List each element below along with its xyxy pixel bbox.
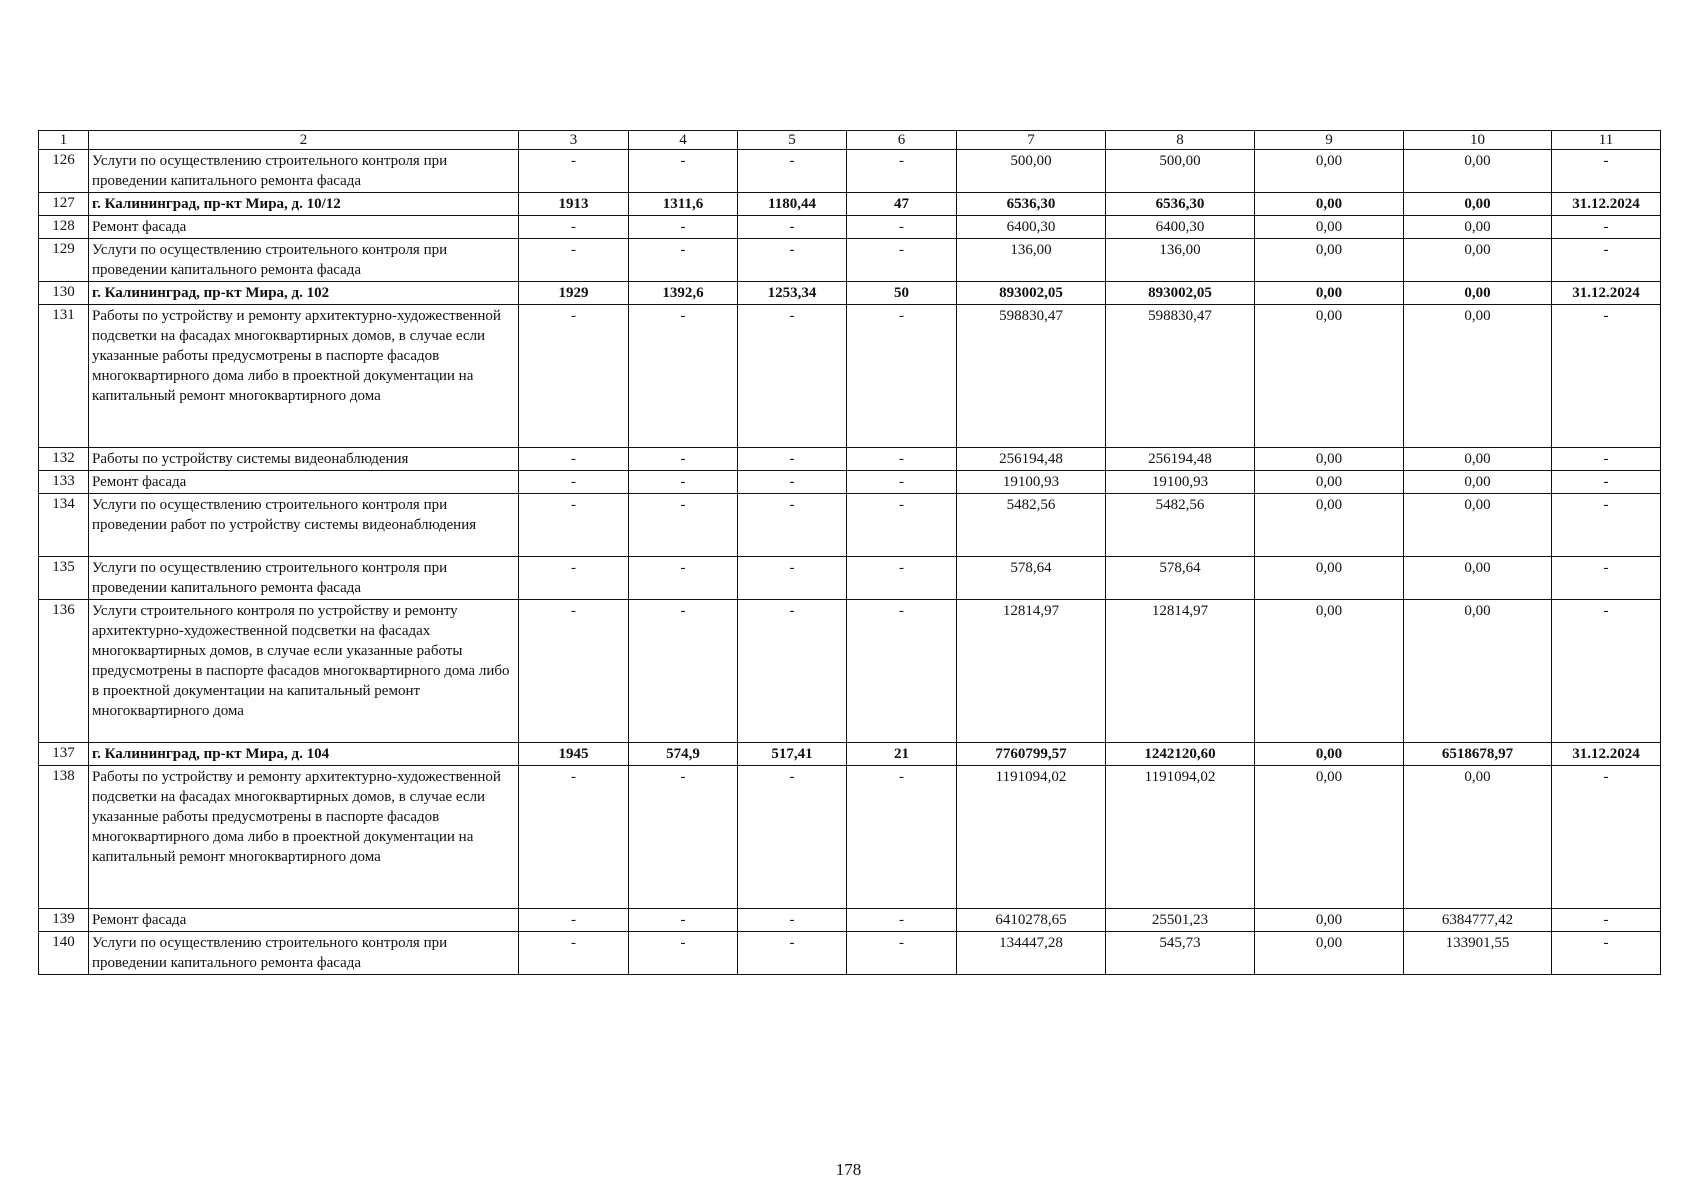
cost-fund-cell: 25501,23 <box>1106 909 1255 932</box>
row-number-cell: 135 <box>39 557 89 600</box>
year-cell: 1913 <box>519 193 629 216</box>
residents-cell: - <box>847 239 957 282</box>
address-row <box>39 282 1661 305</box>
work-name-cell: г. Калининград, пр-кт Мира, д. 10/12 <box>89 193 519 216</box>
row-number-cell: 140 <box>39 932 89 975</box>
cost-owners-cell: 0,00 <box>1404 282 1552 305</box>
cost-total-cell: 6410278,65 <box>957 909 1106 932</box>
cost-fund-cell: 6536,30 <box>1106 193 1255 216</box>
row-number-cell: 137 <box>39 743 89 766</box>
year-cell: - <box>519 766 629 909</box>
deadline-cell: - <box>1552 909 1661 932</box>
cost-budget-cell: 0,00 <box>1255 150 1404 193</box>
cost-budget-cell: 0,00 <box>1255 600 1404 743</box>
year-cell: - <box>519 557 629 600</box>
area-total-cell: - <box>629 448 738 471</box>
cost-budget-cell: 0,00 <box>1255 471 1404 494</box>
cost-fund-cell: 1191094,02 <box>1106 766 1255 909</box>
cost-owners-cell: 0,00 <box>1404 600 1552 743</box>
cost-budget-cell: 0,00 <box>1255 216 1404 239</box>
residents-cell: 21 <box>847 743 957 766</box>
residents-cell: 50 <box>847 282 957 305</box>
row-number-cell: 128 <box>39 216 89 239</box>
year-cell: - <box>519 471 629 494</box>
cost-owners-cell: 0,00 <box>1404 239 1552 282</box>
cost-total-cell: 1191094,02 <box>957 766 1106 909</box>
cost-budget-cell: 0,00 <box>1255 932 1404 975</box>
cost-fund-cell: 893002,05 <box>1106 282 1255 305</box>
year-cell: - <box>519 448 629 471</box>
area-total-cell: - <box>629 305 738 448</box>
column-header-2: 2 <box>89 131 519 150</box>
cost-budget-cell: 0,00 <box>1255 909 1404 932</box>
deadline-cell: - <box>1552 150 1661 193</box>
cost-budget-cell: 0,00 <box>1255 193 1404 216</box>
area-living-cell: - <box>738 471 847 494</box>
cost-fund-cell: 6400,30 <box>1106 216 1255 239</box>
work-row <box>39 471 1661 494</box>
area-living-cell: - <box>738 494 847 557</box>
cost-budget-cell: 0,00 <box>1255 239 1404 282</box>
cost-fund-cell: 136,00 <box>1106 239 1255 282</box>
cost-total-cell: 134447,28 <box>957 932 1106 975</box>
area-living-cell: - <box>738 557 847 600</box>
row-number-cell: 131 <box>39 305 89 448</box>
cost-owners-cell: 0,00 <box>1404 216 1552 239</box>
residents-cell: - <box>847 471 957 494</box>
cost-total-cell: 598830,47 <box>957 305 1106 448</box>
deadline-cell: 31.12.2024 <box>1552 282 1661 305</box>
work-row <box>39 448 1661 471</box>
cost-owners-cell: 0,00 <box>1404 471 1552 494</box>
row-number-cell: 126 <box>39 150 89 193</box>
deadline-cell: - <box>1552 557 1661 600</box>
residents-cell: 47 <box>847 193 957 216</box>
cost-total-cell: 19100,93 <box>957 471 1106 494</box>
cost-budget-cell: 0,00 <box>1255 305 1404 448</box>
cost-owners-cell: 0,00 <box>1404 305 1552 448</box>
work-row <box>39 239 1661 282</box>
row-number-cell: 129 <box>39 239 89 282</box>
year-cell: 1929 <box>519 282 629 305</box>
deadline-cell: 31.12.2024 <box>1552 743 1661 766</box>
area-total-cell: - <box>629 239 738 282</box>
works-table <box>38 130 1661 975</box>
cost-owners-cell: 0,00 <box>1404 557 1552 600</box>
row-number-cell: 134 <box>39 494 89 557</box>
row-number-cell: 133 <box>39 471 89 494</box>
column-header-10: 10 <box>1404 131 1552 150</box>
area-living-cell: 1253,34 <box>738 282 847 305</box>
deadline-cell: - <box>1552 239 1661 282</box>
year-cell: - <box>519 150 629 193</box>
work-row <box>39 216 1661 239</box>
area-total-cell: 1392,6 <box>629 282 738 305</box>
area-living-cell: - <box>738 239 847 282</box>
cost-total-cell: 6536,30 <box>957 193 1106 216</box>
row-number-cell: 138 <box>39 766 89 909</box>
cost-total-cell: 500,00 <box>957 150 1106 193</box>
work-name-cell: Услуги по осуществлению строительного контроля при проведении капитального ремонта фасада <box>89 239 519 282</box>
cost-budget-cell: 0,00 <box>1255 766 1404 909</box>
deadline-cell: - <box>1552 494 1661 557</box>
work-name-cell: Работы по устройству и ремонту архитектурно-художественной подсветки на фасадах многоквартирных домов, в случае если указанные работы предусмотрены в паспорте фасадов многоквартирного дома либо в проектной документации на капитальный ремонт многоквартирного дома <box>89 305 519 448</box>
residents-cell: - <box>847 909 957 932</box>
area-total-cell: - <box>629 557 738 600</box>
cost-total-cell: 12814,97 <box>957 600 1106 743</box>
cost-owners-cell: 133901,55 <box>1404 932 1552 975</box>
residents-cell: - <box>847 305 957 448</box>
cost-owners-cell: 6384777,42 <box>1404 909 1552 932</box>
work-row <box>39 305 1661 448</box>
cost-fund-cell: 545,73 <box>1106 932 1255 975</box>
cost-fund-cell: 19100,93 <box>1106 471 1255 494</box>
deadline-cell: - <box>1552 471 1661 494</box>
area-total-cell: - <box>629 471 738 494</box>
cost-budget-cell: 0,00 <box>1255 282 1404 305</box>
year-cell: - <box>519 909 629 932</box>
residents-cell: - <box>847 448 957 471</box>
work-name-cell: Ремонт фасада <box>89 216 519 239</box>
area-total-cell: - <box>629 909 738 932</box>
area-total-cell: 574,9 <box>629 743 738 766</box>
residents-cell: - <box>847 600 957 743</box>
work-row <box>39 150 1661 193</box>
area-living-cell: - <box>738 305 847 448</box>
cost-fund-cell: 5482,56 <box>1106 494 1255 557</box>
cost-fund-cell: 256194,48 <box>1106 448 1255 471</box>
cost-total-cell: 578,64 <box>957 557 1106 600</box>
cost-budget-cell: 0,00 <box>1255 494 1404 557</box>
deadline-cell: - <box>1552 600 1661 743</box>
deadline-cell: - <box>1552 766 1661 909</box>
residents-cell: - <box>847 216 957 239</box>
address-row <box>39 743 1661 766</box>
area-total-cell: - <box>629 216 738 239</box>
cost-owners-cell: 0,00 <box>1404 448 1552 471</box>
cost-total-cell: 7760799,57 <box>957 743 1106 766</box>
deadline-cell: - <box>1552 932 1661 975</box>
year-cell: 1945 <box>519 743 629 766</box>
area-living-cell: 1180,44 <box>738 193 847 216</box>
area-total-cell: - <box>629 600 738 743</box>
cost-fund-cell: 12814,97 <box>1106 600 1255 743</box>
cost-owners-cell: 0,00 <box>1404 494 1552 557</box>
area-total-cell: - <box>629 932 738 975</box>
work-name-cell: Услуги по осуществлению строительного контроля при проведении капитального ремонта фасада <box>89 557 519 600</box>
deadline-cell: - <box>1552 448 1661 471</box>
work-row <box>39 600 1661 743</box>
residents-cell: - <box>847 494 957 557</box>
column-number-header <box>39 131 1661 150</box>
cost-owners-cell: 0,00 <box>1404 193 1552 216</box>
row-number-cell: 139 <box>39 909 89 932</box>
deadline-cell: 31.12.2024 <box>1552 193 1661 216</box>
address-row <box>39 193 1661 216</box>
area-total-cell: - <box>629 766 738 909</box>
cost-budget-cell: 0,00 <box>1255 743 1404 766</box>
work-name-cell: Ремонт фасада <box>89 471 519 494</box>
cost-owners-cell: 0,00 <box>1404 150 1552 193</box>
work-row <box>39 766 1661 909</box>
residents-cell: - <box>847 766 957 909</box>
work-row <box>39 932 1661 975</box>
year-cell: - <box>519 600 629 743</box>
cost-total-cell: 136,00 <box>957 239 1106 282</box>
column-header-11: 11 <box>1552 131 1661 150</box>
column-header-4: 4 <box>629 131 738 150</box>
work-name-cell: Услуги строительного контроля по устройству и ремонту архитектурно-художественной подсветки на фасадах многоквартирных домов, в случае если указанные работы предусмотрены в паспорте фасадов многоквартирного дома либо в проектной документации на капитальный ремонт многоквартирного дома <box>89 600 519 743</box>
cost-total-cell: 893002,05 <box>957 282 1106 305</box>
area-living-cell: - <box>738 909 847 932</box>
area-living-cell: - <box>738 150 847 193</box>
work-row <box>39 557 1661 600</box>
year-cell: - <box>519 216 629 239</box>
area-living-cell: - <box>738 216 847 239</box>
cost-total-cell: 6400,30 <box>957 216 1106 239</box>
area-living-cell: - <box>738 766 847 909</box>
residents-cell: - <box>847 932 957 975</box>
work-name-cell: Услуги по осуществлению строительного контроля при проведении капитального ремонта фасада <box>89 150 519 193</box>
column-header-3: 3 <box>519 131 629 150</box>
work-name-cell: Ремонт фасада <box>89 909 519 932</box>
year-cell: - <box>519 305 629 448</box>
cost-owners-cell: 6518678,97 <box>1404 743 1552 766</box>
column-header-8: 8 <box>1106 131 1255 150</box>
work-row <box>39 494 1661 557</box>
work-name-cell: Услуги по осуществлению строительного контроля при проведении работ по устройству системы видеонаблюдения <box>89 494 519 557</box>
area-total-cell: 1311,6 <box>629 193 738 216</box>
area-living-cell: - <box>738 448 847 471</box>
year-cell: - <box>519 932 629 975</box>
work-row <box>39 909 1661 932</box>
cost-fund-cell: 598830,47 <box>1106 305 1255 448</box>
column-header-5: 5 <box>738 131 847 150</box>
cost-fund-cell: 1242120,60 <box>1106 743 1255 766</box>
cost-fund-cell: 500,00 <box>1106 150 1255 193</box>
residents-cell: - <box>847 150 957 193</box>
row-number-cell: 132 <box>39 448 89 471</box>
year-cell: - <box>519 494 629 557</box>
work-name-cell: Работы по устройству и ремонту архитектурно-художественной подсветки на фасадах многоквартирных домов, в случае если указанные работы предусмотрены в паспорте фасадов многоквартирного дома либо в проектной документации на капитальный ремонт многоквартирного дома <box>89 766 519 909</box>
residents-cell: - <box>847 557 957 600</box>
column-header-1: 1 <box>39 131 89 150</box>
row-number-cell: 130 <box>39 282 89 305</box>
column-header-9: 9 <box>1255 131 1404 150</box>
column-header-7: 7 <box>957 131 1106 150</box>
work-name-cell: г. Калининград, пр-кт Мира, д. 102 <box>89 282 519 305</box>
column-header-6: 6 <box>847 131 957 150</box>
cost-owners-cell: 0,00 <box>1404 766 1552 909</box>
cost-budget-cell: 0,00 <box>1255 557 1404 600</box>
cost-total-cell: 5482,56 <box>957 494 1106 557</box>
area-living-cell: - <box>738 932 847 975</box>
area-living-cell: 517,41 <box>738 743 847 766</box>
area-total-cell: - <box>629 150 738 193</box>
area-living-cell: - <box>738 600 847 743</box>
cost-budget-cell: 0,00 <box>1255 448 1404 471</box>
work-name-cell: Услуги по осуществлению строительного контроля при проведении капитального ремонта фасада <box>89 932 519 975</box>
cost-total-cell: 256194,48 <box>957 448 1106 471</box>
cost-fund-cell: 578,64 <box>1106 557 1255 600</box>
row-number-cell: 127 <box>39 193 89 216</box>
work-name-cell: Работы по устройству системы видеонаблюдения <box>89 448 519 471</box>
deadline-cell: - <box>1552 216 1661 239</box>
area-total-cell: - <box>629 494 738 557</box>
page-number: 178 <box>835 1160 862 1179</box>
row-number-cell: 136 <box>39 600 89 743</box>
deadline-cell: - <box>1552 305 1661 448</box>
work-name-cell: г. Калининград, пр-кт Мира, д. 104 <box>89 743 519 766</box>
year-cell: - <box>519 239 629 282</box>
